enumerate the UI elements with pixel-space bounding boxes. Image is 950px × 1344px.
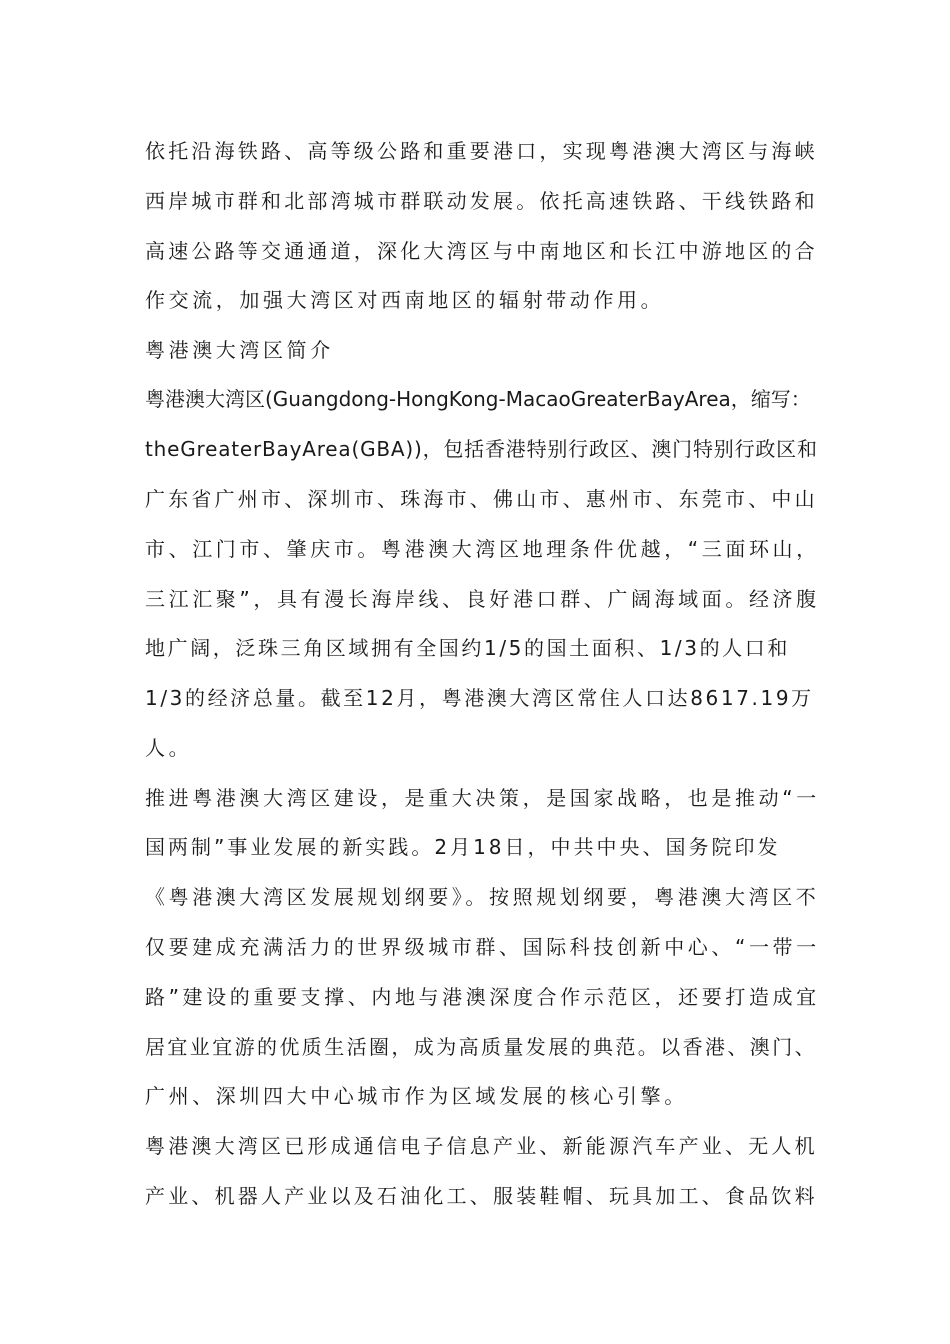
paragraph-1-line-1: 依托沿海铁路、高等级公路和重要港口，实现粤港澳大湾区与海峡 <box>145 139 818 163</box>
paragraph-3-line-5: 路”建设的重要支撑、内地与港澳深度合作示范区，还要打造成宜 <box>145 985 820 1009</box>
paragraph-4-line-2: 产业、机器人产业以及石油化工、服装鞋帽、玩具加工、食品饮料 <box>145 1184 818 1208</box>
paragraph-2-line-2: theGreaterBayArea(GBA))，包括香港特别行政区、澳门特别行政区和 <box>145 437 818 461</box>
paragraph-2-line-7: 1/3的经济总量。截至12月，粤港澳大湾区常住人口达8617.19万 <box>145 686 814 710</box>
paragraph-2-line-4: 市、江门市、肇庆市。粤港澳大湾区地理条件优越，“三面环山， <box>145 537 820 561</box>
paragraph-3-line-3: 《粤港澳大湾区发展规划纲要》。按照规划纲要，粤港澳大湾区不 <box>145 885 820 909</box>
paragraph-2-line-5: 三江汇聚”，具有漫长海岸线、良好港口群、广阔海域面。经济腹 <box>145 587 820 611</box>
paragraph-2-line-8: 人。 <box>145 736 193 760</box>
paragraph-1-line-2: 西岸城市群和北部湾城市群联动发展。依托高速铁路、干线铁路和 <box>145 189 818 213</box>
paragraph-2-line-1: 粤港澳大湾区(Guangdong-HongKong-MacaoGreaterBayArea，缩写： <box>145 387 811 411</box>
paragraph-2-line-6: 地广阔，泛珠三角区域拥有全国约1/5的国土面积、1/3的人口和 <box>145 636 790 660</box>
paragraph-3-line-6: 居宜业宜游的优质生活圈，成为高质量发展的典范。以香港、澳门、 <box>145 1035 817 1059</box>
section-heading: 粤港澳大湾区简介 <box>145 338 334 362</box>
paragraph-1-line-4: 作交流，加强大湾区对西南地区的辐射带动作用。 <box>145 288 665 312</box>
paragraph-1-line-3: 高速公路等交通通道，深化大湾区与中南地区和长江中游地区的合 <box>145 239 818 263</box>
paragraph-4-line-1: 粤港澳大湾区已形成通信电子信息产业、新能源汽车产业、无人机 <box>145 1134 818 1158</box>
paragraph-2-line-3: 广东省广州市、深圳市、珠海市、佛山市、惠州市、东莞市、中山 <box>145 487 818 511</box>
paragraph-3-line-7: 广州、深圳四大中心城市作为区域发展的核心引擎。 <box>145 1084 688 1108</box>
paragraph-3-line-2: 国两制”事业发展的新实践。2月18日，中共中央、国务院印发 <box>145 835 781 859</box>
paragraph-3-line-4: 仅要建成充满活力的世界级城市群、国际科技创新中心、“一带一 <box>145 935 820 959</box>
paragraph-3-line-1: 推进粤港澳大湾区建设，是重大决策，是国家战略，也是推动“一 <box>145 786 820 810</box>
